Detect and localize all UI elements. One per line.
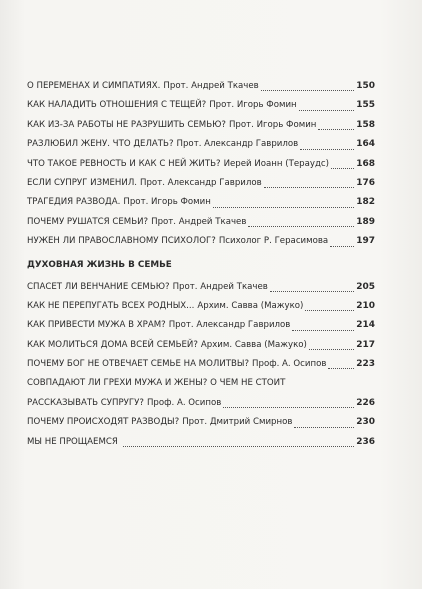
toc-leader [305, 310, 354, 311]
toc-entry [27, 193, 375, 212]
toc-title: КАК НАЛАДИТЬ ОТНОШЕНИЯ С ТЕЩЕЙ? [27, 100, 207, 111]
toc-entry [27, 213, 375, 232]
toc-page-number: 150 [356, 81, 375, 91]
toc-leader [292, 330, 354, 331]
toc-title: КАК ИЗ-ЗА РАБОТЫ НЕ РАЗРУШИТЬ СЕМЬЮ? [27, 119, 226, 130]
toc-author: Архим. Савва (Мажуко) [200, 339, 307, 350]
toc-page-number: 205 [356, 281, 375, 292]
toc-page-number: 168 [356, 158, 375, 169]
toc-page-number: 155 [356, 100, 375, 111]
toc-author: Прот. Андрей Ткачев [151, 216, 247, 227]
toc-title: РАЗЛЮБИЛ ЖЕНУ. ЧТО ДЕЛАТЬ? [27, 139, 174, 150]
toc-entry [27, 394, 375, 413]
toc-page-number: 217 [356, 339, 375, 350]
toc-author: Прот. Игорь Фомин [228, 119, 317, 130]
toc-leader [248, 226, 354, 227]
toc-page-number: 214 [356, 320, 375, 331]
toc-author: Прот. Александр Гаврилов [168, 320, 291, 331]
toc-author: Иерей Иоанн (Тераудс) [223, 158, 329, 169]
toc-leader [213, 207, 354, 208]
toc-leader [223, 407, 354, 408]
toc-page-number: 182 [356, 197, 375, 208]
toc-entry [27, 174, 375, 193]
toc-title: РАССКАЗЫВАТЬ СУПРУГУ? [27, 397, 144, 408]
toc-leader [328, 368, 354, 369]
toc-title: О ПЕРЕМЕНАХ И СИМПАТИЯХ. [27, 81, 161, 91]
toc-leader [300, 149, 354, 150]
toc-leader [318, 129, 354, 130]
toc-title: ПОЧЕМУ РУШАТСЯ СЕМЬИ? [27, 216, 149, 227]
toc-title: НУЖЕН ЛИ ПРАВОСЛАВНОМУ ПСИХОЛОГ? [27, 236, 216, 247]
toc-leader [294, 427, 354, 428]
toc-title: ТРАГЕДИЯ РАЗВОДА. [27, 197, 121, 208]
toc-page-number: 230 [356, 417, 375, 428]
toc-leader [330, 246, 354, 247]
toc-entry [27, 77, 375, 96]
toc-entry [27, 297, 375, 316]
toc-author: Проф. А. Осипов [146, 397, 222, 408]
toc-title: ПОЧЕМУ ПРОИСХОДЯТ РАЗВОДЫ? [27, 417, 180, 428]
toc-leader [261, 90, 355, 91]
toc-entry [27, 96, 375, 115]
toc-author: Проф. А. Осипов [252, 359, 327, 370]
toc-title: КАК ПРИВЕСТИ МУЖА В ХРАМ? [27, 320, 166, 331]
toc-page-number: 176 [356, 177, 375, 188]
toc-author: Прот. Александр Гаврилов [140, 177, 262, 188]
toc-title: ПОЧЕМУ БОГ НЕ ОТВЕЧАЕТ СЕМЬЕ НА МОЛИТВЫ? [27, 359, 250, 370]
toc-page-number: 197 [356, 236, 375, 247]
toc-author: Архим. Савва (Мажуко) [197, 300, 304, 311]
toc-leader [309, 349, 354, 350]
toc-entry [27, 155, 375, 174]
toc-author: Прот. Дмитрий Смирнов [182, 417, 293, 428]
toc-entry [27, 316, 375, 335]
toc-leader [123, 446, 354, 447]
toc-author: Прот. Александр Гаврилов [176, 139, 299, 150]
toc-entry [27, 355, 375, 374]
toc-page-number: 226 [356, 397, 375, 408]
toc-leader [270, 291, 354, 292]
toc-page-number: 164 [356, 139, 375, 150]
toc-entry [27, 433, 375, 452]
toc-entry [27, 116, 375, 135]
toc-entry [27, 135, 375, 154]
toc-page-number: 210 [356, 300, 375, 311]
toc-entry [27, 413, 375, 432]
toc-page-number: 223 [356, 359, 375, 370]
toc-title: ЧТО ТАКОЕ РЕВНОСТЬ И КАК С НЕЙ ЖИТЬ? [27, 158, 221, 169]
toc-page-number: 158 [356, 119, 375, 130]
toc-entry [27, 336, 375, 355]
toc-title: КАК НЕ ПЕРЕПУГАТЬ ВСЕХ РОДНЫХ... [27, 300, 195, 311]
toc-title: КАК МОЛИТЬСЯ ДОМА ВСЕЙ СЕМЬЕЙ? [27, 339, 198, 350]
section-heading: ДУХОВНАЯ ЖИЗНЬ В СЕМЬЕ [27, 259, 172, 270]
toc-page-number: 236 [356, 436, 375, 447]
toc-author: Прот. Андрей Ткачев [172, 281, 268, 292]
toc-title: МЫ НЕ ПРОЩАЕМСЯ [27, 436, 118, 447]
toc-author: Прот. Андрей Ткачев [163, 81, 259, 91]
toc-title: ЕСЛИ СУПРУГ ИЗМЕНИЛ. [27, 177, 138, 188]
toc-page-number: 189 [356, 216, 375, 227]
toc-leader [299, 110, 355, 111]
toc-entry-line1 [27, 374, 375, 393]
toc-entry [27, 232, 375, 251]
toc-author: Прот. Игорь Фомин [209, 100, 297, 111]
toc-title: СОВПАДАЮТ ЛИ ГРЕХИ МУЖА И ЖЕНЫ? О ЧЕМ НЕ СТОИТ [27, 378, 286, 389]
toc-title: СПАСЕТ ЛИ ВЕНЧАНИЕ СЕМЬЮ? [27, 281, 170, 292]
toc-author: Психолог Р. Герасимова [218, 236, 329, 247]
toc-leader [264, 187, 355, 188]
toc-leader [331, 168, 354, 169]
toc-author: Прот. Игорь Фомин [123, 197, 211, 208]
table-of-contents [27, 77, 375, 452]
toc-entry [27, 278, 375, 297]
